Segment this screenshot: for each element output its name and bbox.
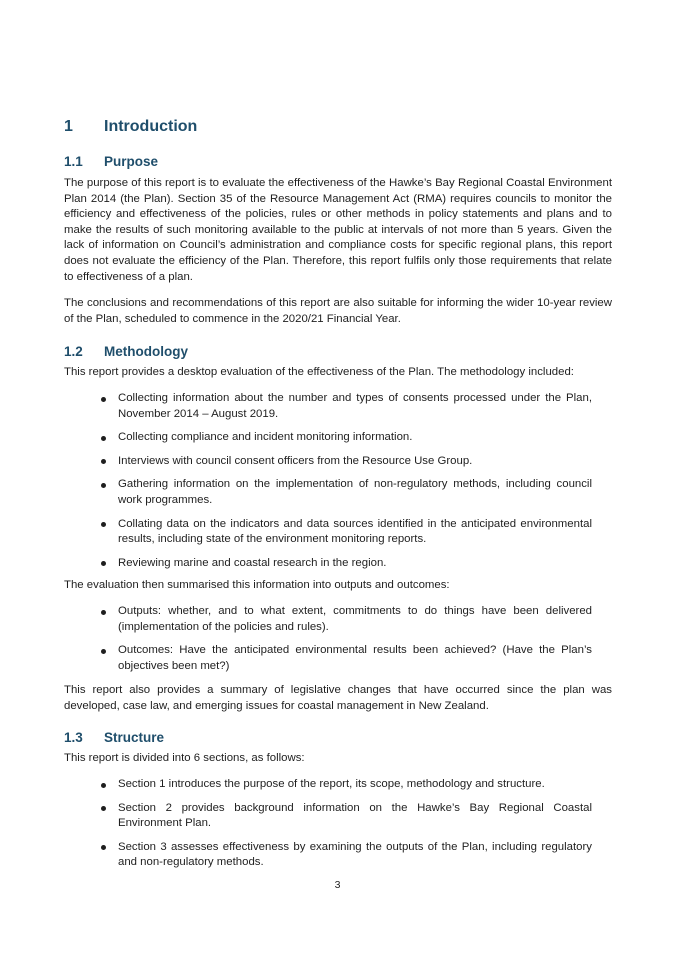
list-item: Section 2 provides background information on the Hawke’s Bay Regional Coastal Environment Plan.	[64, 801, 612, 832]
methodology-intro: This report provides a desktop evaluation of the effectiveness of the Plan. The methodology included:	[64, 366, 574, 378]
list-item: Outcomes: Have the anticipated environmental results been achieved? (Have the Plan’s objectives been met?)	[64, 643, 612, 674]
list-item: Outputs: whether, and to what extent, commitments to do things have been delivered (implementation of the policies and rules).	[64, 604, 612, 635]
methodology-bullet-list	[64, 391, 612, 579]
subsection-heading-purpose	[64, 154, 158, 169]
page-number: 3	[334, 879, 341, 891]
subsection-number: 1.3	[64, 730, 83, 745]
structure-intro: This report is divided into 6 sections, as follows:	[64, 752, 305, 764]
subsection-title: Methodology	[104, 344, 188, 359]
subsection-number: 1.1	[64, 154, 83, 169]
list-item: Section 3 assesses effectiveness by examining the outputs of the Plan, including regulatory and non-regulatory methods.	[64, 840, 612, 871]
section-heading-introduction	[64, 118, 197, 136]
methodology-summary-intro: The evaluation then summarised this information into outputs and outcomes:	[64, 579, 450, 591]
list-item: Interviews with council consent officers from the Resource Use Group.	[64, 454, 612, 470]
list-item: Reviewing marine and coastal research in the region.	[64, 556, 612, 572]
section-title: Introduction	[104, 118, 198, 135]
purpose-paragraph-1: The purpose of this report is to evaluate the effectiveness of the Hawke’s Bay Regional Coastal Environment Plan 2014 (the Plan). Section 35 of the Resource Management Act (RMA) requires councils to monitor the efficiency and effectiveness of the policies, rules or other methods in policy statements and plans and to make the results of such monitoring available to the public at intervals of not more than 5 years. Given the lack of information on Council’s administration and compliance costs for specific regional plans, this report does not evaluate the efficiency of the Plan. Therefore, this report fulfils only those requirements that relate to effectiveness of a plan.	[64, 177, 612, 283]
list-item: Gathering information on the implementation of non-regulatory methods, including council work programmes.	[64, 477, 612, 508]
subsection-number: 1.2	[64, 344, 83, 359]
list-item: Collating data on the indicators and data sources identified in the anticipated environmental results, including state of the environment monitoring reports.	[64, 517, 612, 548]
list-item: Collecting information about the number and types of consents processed under the Plan, November 2014 – August 2019.	[64, 391, 612, 422]
subsection-heading-methodology	[64, 344, 188, 359]
list-item: Section 1 introduces the purpose of the report, its scope, methodology and structure.	[64, 777, 612, 793]
list-item: Collecting compliance and incident monitoring information.	[64, 430, 612, 446]
methodology-summary-bullet-list	[64, 604, 612, 682]
subsection-heading-structure	[64, 730, 164, 745]
methodology-closing: This report also provides a summary of legislative changes that have occurred since the plan was developed, case law, and emerging issues for coastal management in New Zealand.	[64, 684, 612, 712]
subsection-title: Purpose	[104, 154, 159, 169]
structure-bullet-list	[64, 777, 612, 879]
section-number: 1	[64, 118, 73, 135]
subsection-title: Structure	[104, 730, 165, 745]
purpose-paragraph-2: The conclusions and recommendations of this report are also suitable for informing the wider 10-year review of the Plan, scheduled to commence in the 2020/21 Financial Year.	[64, 297, 612, 325]
